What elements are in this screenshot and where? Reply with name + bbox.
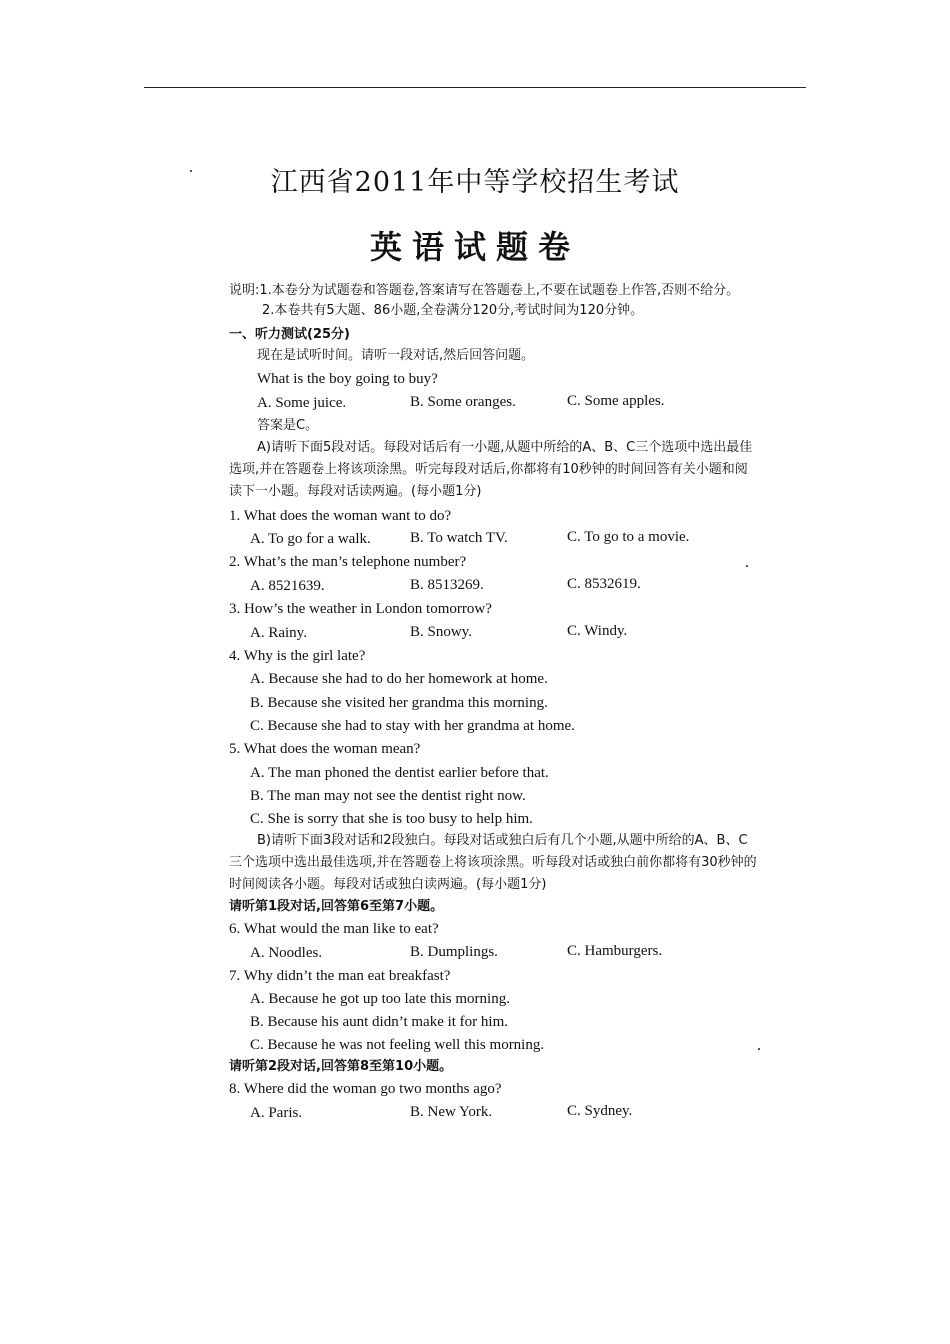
scan-speck <box>746 565 748 567</box>
part-b-instructions-2: 三个选项中选出最佳选项,并在答题卷上将该项涂黑。听每段对话或独白前你都将有30秒钟的 <box>229 855 757 870</box>
q3-option-c: C. Windy. <box>567 623 628 639</box>
dialog-2-instruction: 请听第2段对话,回答第8至第10小题。 <box>229 1059 453 1074</box>
demo-option-a: A. Some juice. <box>257 395 347 411</box>
question-8: 8. Where did the woman go two months ago? <box>229 1081 502 1097</box>
scan-speck <box>190 170 192 172</box>
q2-option-c: C. 8532619. <box>567 576 641 592</box>
q5-option-b: B. The man may not see the dentist right now. <box>250 788 526 804</box>
scan-speck <box>758 1048 760 1050</box>
notes-line-1: 说明:1.本卷分为试题卷和答题卷,答案请写在答题卷上,不要在试题卷上作答,否则不给分。 <box>229 283 740 298</box>
q6-option-a: A. Noodles. <box>250 945 323 961</box>
q8-option-c: C. Sydney. <box>567 1103 633 1119</box>
q4-option-c: C. Because she had to stay with her grandma at home. <box>250 718 575 734</box>
demo-option-c: C. Some apples. <box>567 393 665 409</box>
q3-option-b: B. Snowy. <box>410 624 472 640</box>
question-5: 5. What does the woman mean? <box>229 741 421 757</box>
q8-option-b: B. New York. <box>410 1104 493 1120</box>
q5-option-a: A. The man phoned the dentist earlier before that. <box>250 765 549 781</box>
q5-option-c: C. She is sorry that she is too busy to help him. <box>250 811 533 827</box>
part-b-instructions-1: B)请听下面3段对话和2段独白。每段对话或独白后有几个小题,从题中所给的A、B、C <box>257 833 748 848</box>
q7-option-b: B. Because his aunt didn’t make it for him. <box>250 1014 509 1030</box>
section-1-heading: 一、听力测试(25分) <box>229 327 350 342</box>
exam-subtitle: 英语试题卷 <box>369 228 580 266</box>
question-1: 1. What does the woman want to do? <box>229 508 452 524</box>
exam-title: 江西省2011年中等学校招生考试 <box>270 167 680 198</box>
q2-option-a: A. 8521639. <box>250 578 325 594</box>
q1-option-c: C. To go to a movie. <box>567 529 690 545</box>
demo-answer: 答案是C。 <box>257 418 319 433</box>
question-4: 4. Why is the girl late? <box>229 648 366 664</box>
top-rule <box>144 87 806 88</box>
q1-option-a: A. To go for a walk. <box>250 531 371 547</box>
q1-option-b: B. To watch TV. <box>410 530 508 546</box>
part-a-instructions-3: 读下一小题。每段对话读两遍。(每小题1分) <box>229 484 482 499</box>
q2-option-b: B. 8513269. <box>410 577 484 593</box>
part-b-instructions-3: 时间阅读各小题。每段对话或独白读两遍。(每小题1分) <box>229 877 547 892</box>
question-7: 7. Why didn’t the man eat breakfast? <box>229 968 451 984</box>
q4-option-b: B. Because she visited her grandma this morning. <box>250 695 548 711</box>
q6-option-c: C. Hamburgers. <box>567 943 663 959</box>
q3-option-a: A. Rainy. <box>250 625 307 641</box>
question-3: 3. How’s the weather in London tomorrow? <box>229 601 492 617</box>
q6-option-b: B. Dumplings. <box>410 944 498 960</box>
demo-intro: 现在是试听时间。请听一段对话,然后回答问题。 <box>257 348 535 363</box>
part-a-instructions-1: A)请听下面5段对话。每段对话后有一小题,从题中所给的A、B、C三个选项中选出最佳 <box>257 440 753 455</box>
demo-question: What is the boy going to buy? <box>257 371 438 387</box>
part-a-instructions-2: 选项,并在答题卷上将该项涂黑。听完每段对话后,你都将有10秒钟的时间回答有关小题和阅 <box>229 462 748 477</box>
q4-option-a: A. Because she had to do her homework at home. <box>250 671 548 687</box>
demo-option-b: B. Some oranges. <box>410 394 516 410</box>
question-2: 2. What’s the man’s telephone number? <box>229 554 467 570</box>
notes-line-2: 2.本卷共有5大题、86小题,全卷满分120分,考试时间为120分钟。 <box>262 303 644 318</box>
q7-option-c: C. Because he was not feeling well this morning. <box>250 1037 545 1053</box>
q8-option-a: A. Paris. <box>250 1105 303 1121</box>
question-6: 6. What would the man like to eat? <box>229 921 439 937</box>
q7-option-a: A. Because he got up too late this morning. <box>250 991 510 1007</box>
dialog-1-instruction: 请听第1段对话,回答第6至第7小题。 <box>229 899 444 914</box>
